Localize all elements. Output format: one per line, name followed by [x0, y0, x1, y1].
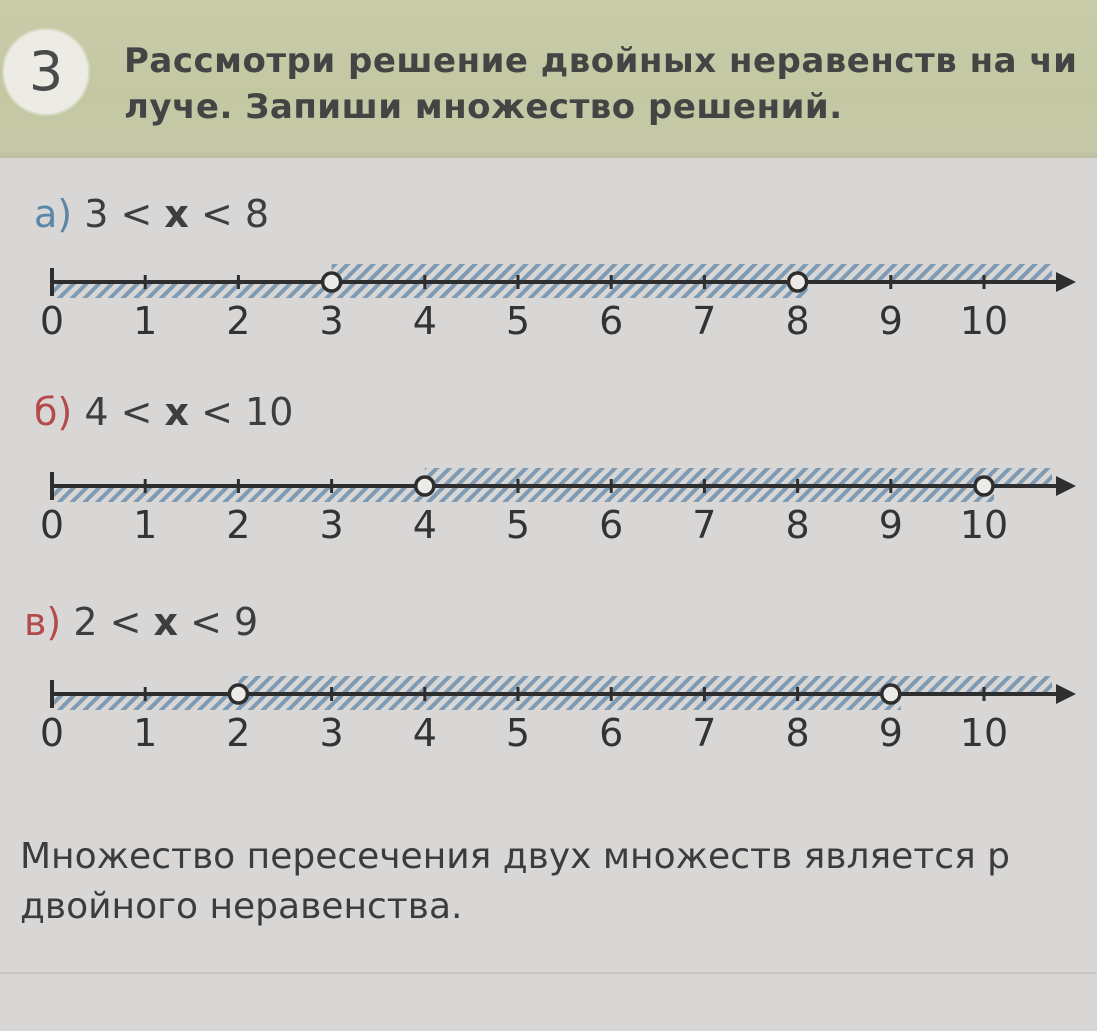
task-c-label — [24, 600, 258, 644]
tick-label: 0 — [39, 711, 65, 755]
open-point-lower — [323, 273, 341, 291]
tick-label: 6 — [599, 503, 624, 547]
task-b-inequality-start: 4 < — [72, 390, 165, 434]
tick-label: 3 — [319, 711, 344, 755]
task-c-letter: в) — [24, 600, 62, 644]
open-point-upper — [882, 685, 900, 703]
tick-label: 4 — [412, 711, 437, 755]
open-point-upper — [789, 273, 807, 291]
tick-label: 8 — [785, 299, 810, 343]
task-c-inequality-start: 2 < — [61, 600, 154, 644]
tick-label: 9 — [878, 503, 903, 547]
tick-label: 4 — [412, 503, 437, 547]
exercise-title-line1: Рассмотри решение двойных неравенств на чи — [124, 41, 1078, 81]
open-point-upper — [975, 477, 993, 495]
task-b-label — [34, 390, 293, 434]
hatch-below-c — [52, 696, 901, 710]
footer-line2: двойного неравенства. — [20, 886, 463, 927]
number-line-c — [0, 652, 1097, 762]
task-b-letter: б) — [34, 390, 73, 434]
task-a-inequality-end: < 8 — [188, 192, 270, 236]
task-a-letter: а) — [34, 192, 73, 236]
task-c-variable: x — [153, 600, 179, 644]
tick-label: 0 — [39, 503, 65, 547]
hatch-above-a — [332, 264, 1052, 280]
number-line-a — [0, 240, 1097, 350]
exercise-title-line2: луче. Запиши множество решений. — [124, 87, 843, 127]
task-b-inequality-end: < 10 — [189, 390, 294, 434]
tick-label: 0 — [39, 299, 65, 343]
tick-label: 5 — [505, 711, 531, 755]
exercise-number-badge: 3 — [4, 30, 88, 114]
tick-label: 9 — [878, 299, 903, 343]
tick-label: 1 — [133, 711, 158, 755]
exercise-title — [124, 38, 1097, 130]
task-b-variable: x — [164, 390, 190, 434]
tick-label: 1 — [133, 299, 158, 343]
tick-label: 7 — [692, 711, 717, 755]
axis-arrow — [1056, 684, 1076, 704]
task-a-inequality-start: 3 < — [72, 192, 165, 236]
tick-label: 2 — [226, 299, 251, 343]
exercise-header — [0, 0, 1097, 158]
tick-label: 6 — [599, 299, 624, 343]
tick-label: 4 — [412, 299, 437, 343]
hatch-above-c — [238, 676, 1052, 692]
task-a-label — [34, 192, 269, 236]
tick-label: 6 — [599, 711, 624, 755]
task-a-variable: x — [164, 192, 189, 236]
tick-label: 10 — [959, 299, 1009, 343]
tick-label: 1 — [133, 503, 158, 547]
tick-label: 5 — [505, 503, 531, 547]
tick-label: 3 — [319, 503, 344, 547]
tick-label: 10 — [959, 503, 1009, 547]
task-c-inequality-end: < 9 — [178, 600, 259, 644]
tick-label: 8 — [785, 711, 810, 755]
bottom-divider — [0, 972, 1097, 974]
open-point-lower — [416, 477, 434, 495]
hatch-below-a — [52, 284, 808, 298]
tick-label: 10 — [959, 711, 1009, 755]
tick-label: 7 — [692, 299, 717, 343]
number-line-b — [0, 444, 1097, 554]
footer-text — [20, 832, 1097, 932]
tick-label: 3 — [319, 299, 344, 343]
axis-arrow — [1056, 272, 1076, 292]
tick-label: 2 — [226, 503, 251, 547]
tick-label: 5 — [505, 299, 531, 343]
open-point-lower — [229, 685, 247, 703]
tick-label: 7 — [692, 503, 717, 547]
hatch-below-b — [52, 488, 994, 502]
tick-label: 9 — [878, 711, 903, 755]
tick-label: 2 — [226, 711, 251, 755]
axis-arrow — [1056, 476, 1076, 496]
tick-label: 8 — [785, 503, 810, 547]
footer-line1: Множество пересечения двух множеств является р — [20, 836, 1011, 877]
